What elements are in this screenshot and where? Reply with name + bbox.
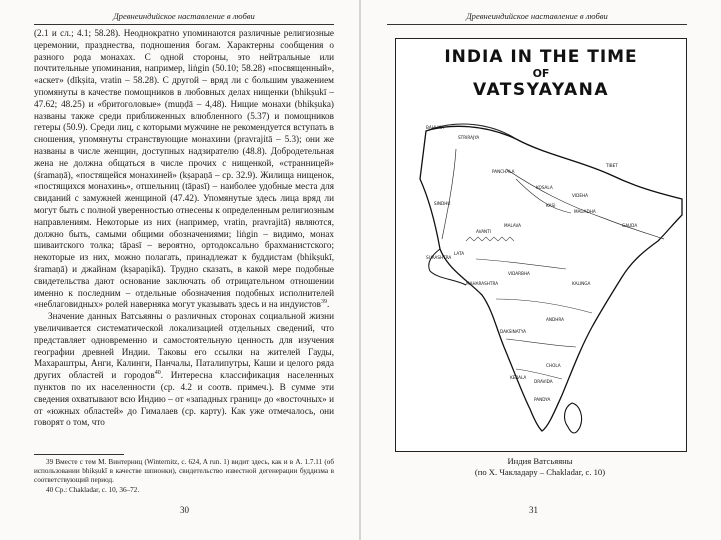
map-label-maharashtra: MAHARASHTRA bbox=[466, 281, 499, 286]
map-label-gauda: GAUDA bbox=[622, 223, 638, 228]
footnote-rule bbox=[34, 454, 124, 455]
map-title-line1: INDIA IN THE TIME bbox=[444, 47, 638, 67]
paragraph-2 bbox=[34, 311, 334, 429]
map-label-panchala: PANCHALA bbox=[492, 169, 515, 174]
map-label-avanti: AVANTI bbox=[476, 229, 491, 234]
map-label-kerala: KERALA bbox=[510, 375, 527, 380]
paragraph-1-text: (2.1 и сл.; 4.1; 58.28). Неоднократно упоминаются различные религиозные церемонии, празднества, подношения богам. Характерны сообщения о разного рода монахах. С одной стороны, это нейтральные или почтительные упоминания, например, liṅgin (50.10; 58.28) «посвященный», «аскет» (dīkṣita, vratin – 58.28). С другой – вряд ли с большим уважением упомянуты в качестве помощников в любовных делах нищенки (bhikṣukī – 47.62; 48.25) и «бритоголовые» (muṇḍā – 4,48). Нищие монахи (bhikṣuka) названы также среди приближенных влюбленного (5.37) и помощников гетеры (50.9). Среди лиц, с которыми мужчине не рекомендуется вступать в сношения, упомянуты странствующие монахини (pravrajitā – 5.3); они же названы в числе женщин, доступных надзирателю (48.8). Добродетельная жена не должна общаться в числе прочих с нищенкой, «странницей» (śramaṇā), «постящейся монахиней» (kṣapaṇā – ср. 32.9). Жилища нищенок, «постящихся монахинь», отшельниц (tāpasī) – наиболее удобные места для свиданий с замужней женщиной (47.42). Упомянутые здесь лица вряд ли могут быть с полной уверенностью отнесены к определенным религиозным направлениям. Некоторые из них (например, vratin, pravrajitā) являются, должно быть, самыми общими обозначениями; liṅgin – видимо, монах шиваитского толка; tāpasī – вероятно, ортодоксально брахманистского; некоторые из них, можно полагать, принадлежат к буддистам (bhikṣukī, śramaṇā) и джайнам (kṣapaṇikā). Трудно сказать, в какой мере подобные свидетельства дают основание заключать об отрицательном отношении именно к последним – отдельные обозначения подобных исполнителей «неблаговидных» ролей наверняка могут указывать здесь и на индуистов bbox=[34, 28, 334, 310]
map-label-pandya: PANDYA bbox=[534, 397, 551, 402]
map-label-andhra: ANDHRA bbox=[546, 317, 564, 322]
map-title bbox=[396, 47, 686, 100]
subcontinent-outline bbox=[420, 126, 682, 431]
map-label-videha: VIDEHA bbox=[572, 193, 588, 198]
map-label-sindhu: SINDHU bbox=[434, 201, 451, 206]
map-label-malava: MALAVA bbox=[504, 223, 521, 228]
left-page bbox=[0, 0, 360, 540]
footnote-ref-40[interactable]: 40 bbox=[154, 370, 161, 377]
map-label-kalinga: KALINGA bbox=[572, 281, 591, 286]
map-caption bbox=[395, 456, 685, 478]
footnote-40: 40 Ср.: Chakladar, c. 10, 36–72. bbox=[46, 485, 140, 494]
running-head-right: Древнеиндийское наставление в любви bbox=[466, 11, 608, 21]
map-label-chola: CHOLA bbox=[546, 363, 561, 368]
paragraph-2-cont: . Интересна классификация населенных пунктов по их населенности (ср. 4.2 и соотв. примеч.). В сумме эти сведения охватывают всю Индию – от «западных границ» до «восточных» и от «южных областей» до Гималаев (ср. карту). Как уже отмечалось, они говорят о том, что bbox=[34, 370, 334, 428]
page-number-right: 31 bbox=[529, 505, 538, 515]
caption-line2: (по Х. Чакладару – Chakladar, c. 10) bbox=[474, 467, 606, 477]
map-title-line2: OF bbox=[532, 67, 550, 80]
map-label-magadha: MAGADHA bbox=[574, 209, 596, 214]
running-head-left: Древнеиндийское наставление в любви bbox=[113, 11, 255, 21]
map-figure bbox=[395, 38, 687, 452]
caption-line1: Индия Ватсьяяны bbox=[507, 456, 573, 466]
header-rule-left bbox=[34, 24, 334, 25]
map-label-kosala: KOSALA bbox=[536, 185, 553, 190]
page-number-left: 30 bbox=[180, 505, 189, 515]
map-label-strirajya: STRIRAJYA bbox=[458, 135, 480, 140]
map-label-lata: LATA bbox=[454, 251, 465, 256]
sri-lanka-island bbox=[565, 403, 582, 433]
map-label-vidarbha: VIDARBHA bbox=[508, 271, 530, 276]
map-label-kasi: KASI bbox=[546, 203, 556, 208]
main-text bbox=[34, 28, 334, 429]
map-label-tibet: TIBET bbox=[606, 163, 618, 168]
map-label-dravida: DRAVIDA bbox=[534, 379, 553, 384]
map-title-line3: VATSYAYANA bbox=[472, 80, 610, 100]
paragraph-2-text: Значение данных Ватсьяяны о различных сторонах социальной жизни увеличивается систематической локализацией отдельных сведений, что представляет одновременно и самостоятельную ценность для изучения географии древней Индии. Таковы его ссылки на жителей Гауды, Махараштры, Анги, Калинги, Панчалы, Паталипутры, Каши и целого ряда других областей и городов bbox=[34, 311, 334, 381]
india-map bbox=[396, 109, 686, 449]
footnote-ref-39[interactable]: 39 bbox=[320, 299, 327, 306]
paragraph-1: (2.1 и сл.; 4.1; 58.28). Неоднократно упоминаются различные религиозные церемонии, празднества, подношения богам. Характерны сообщения о разного рода монахах. С одной стороны, это нейтральные или почтительные упоминания, например, liṅgin (50.10; 58.28) «посвященный», «аскет» (dīkṣita, vratin – 58.28). С другой – вряд ли с большим уважением упомянуты в качестве помощников в любовных делах нищенки (bhikṣukī – 47.62; 48.25) и «бритоголовые» (muṇḍā – 4,48). Нищие монахи (bhikṣuka) названы также среди приближенных влюбленного (5.37) и помощников гетеры (50.9). Среди лиц, с которыми мужчине не рекомендуется вступать в сношения, упомянуты странствующие монахини (pravrajitā – 5.3); они же названы в числе женщин, доступных надзирателю (48.8). Добродетельная жена не должна общаться в числе прочих с нищенкой, «странницей» (śramaṇā), «постящейся монахиней» (kṣapaṇā – ср. 32.9). Жилища нищенок, «постящихся монахинь», отшельниц (tāpasī) – наиболее удобные места для свиданий с замужней женщиной (47.42). Упомянутые здесь лица вряд ли могут быть с полной уверенностью отнесены к определенным религиозным направлениям. Некоторые из них (например, vratin, pravrajitā) являются, должно быть, самыми общими обозначениями; liṅgin – видимо, монах шиваитского толка; tāpasī – вероятно, ортодоксально брахманистского; некоторые из них, можно полагать, принадлежат к буддистам (bhikṣukī, śramaṇā) и джайнам (kṣapaṇikā). Трудно сказать, в какой мере подобные свидетельства дают основание заключать об отрицательном отношении именно к последним – отдельные обозначения подобных исполнителей «неблаговидных» ролей наверняка могут указывать здесь и на индуистов$^{39}$. bbox=[34, 28, 334, 310]
header-rule-right bbox=[387, 24, 687, 25]
map-label-surashtra: SURASHTRA bbox=[426, 255, 452, 260]
footnote-39: 39 Вместе с тем М. Винтерниц (Winternitz, c. 624, A run. 1) видит здесь, как и в А. 1.7.11 (об использовании bhikṣukī в качестве шпионки), свидетельство известной дегенерации буддизма в соответствующий период. bbox=[34, 458, 334, 485]
footnotes bbox=[34, 458, 334, 495]
map-label-daksinatya: DAKSINATYA bbox=[500, 329, 526, 334]
right-page bbox=[361, 0, 721, 540]
map-label-bahlika: BAHLIKA bbox=[426, 125, 444, 130]
